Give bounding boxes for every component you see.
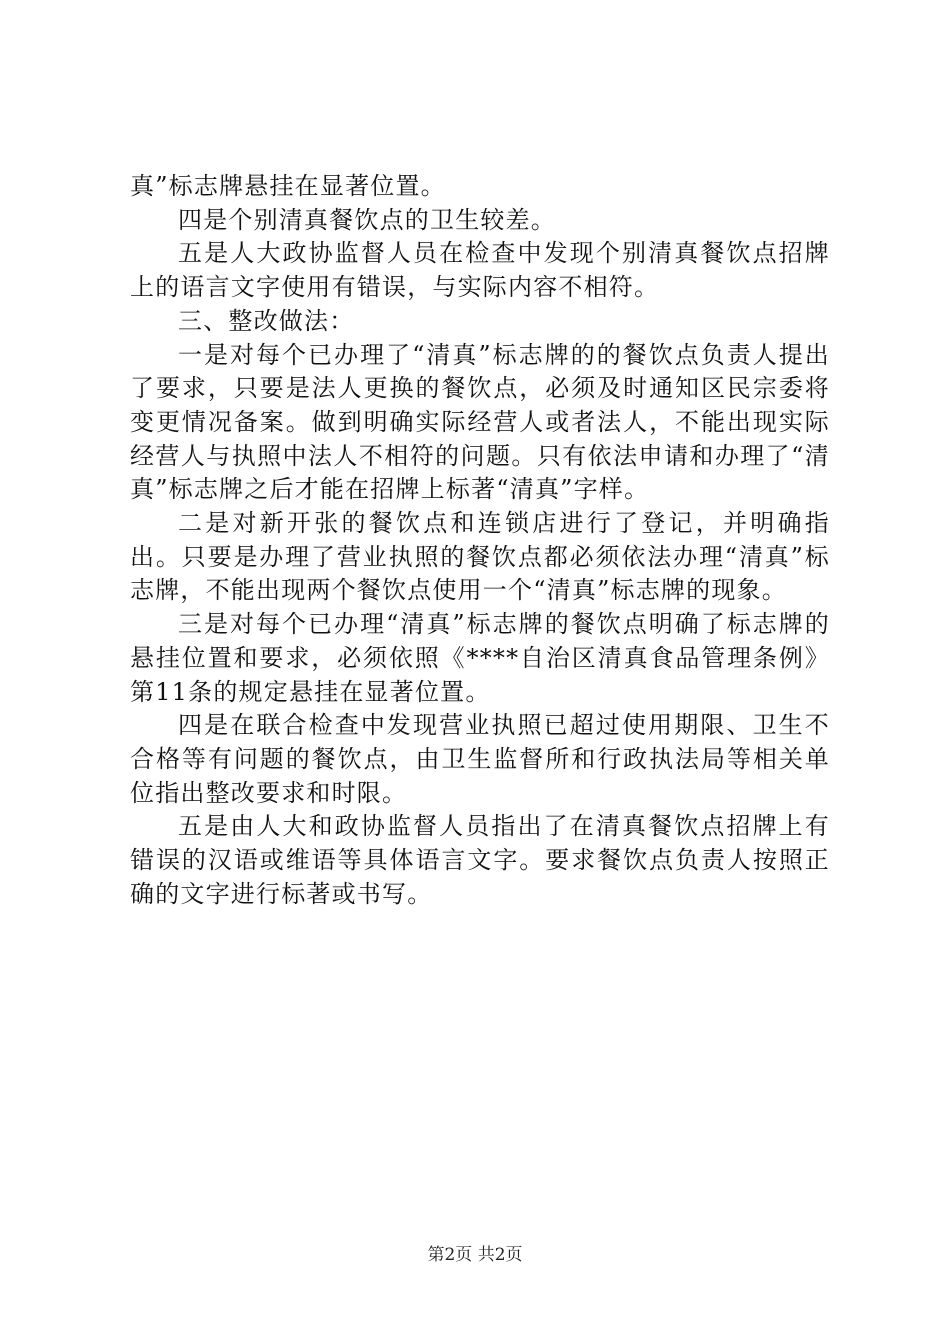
paragraph-continuation: 真”标志牌悬挂在显著位置。 bbox=[130, 172, 446, 200]
document-body bbox=[130, 170, 830, 911]
paragraph-measure-4: 四是在联合检查中发现营业执照已超过使用期限、卫生不合格等有问题的餐饮点，由卫生监督所和行政执法局等相关单位指出整改要求和时限。 bbox=[130, 711, 830, 807]
paragraph-issue-5: 五是人大政协监督人员在检查中发现个别清真餐饮点招牌上的语言文字使用有错误，与实际内容不相符。 bbox=[130, 239, 830, 302]
page-footer bbox=[0, 1244, 950, 1266]
section-heading-rectification: 三、整改做法： bbox=[178, 306, 355, 335]
paragraph-measure-1: 一是对每个已办理了“清真”标志牌的的餐饮点负责人提出了要求，只要是法人更换的餐饮点，必须及时通知区民宗委将变更情况备案。做到明确实际经营人或者法人，不能出现实际经营人与执照中法人不相符的问题。只有依法申请和办理了“清真”标志牌之后才能在招牌上标著“清真”字样。 bbox=[130, 340, 830, 504]
page-number-label: 第2页 共2页 bbox=[427, 1245, 523, 1265]
paragraph-measure-3: 三是对每个已办理“清真”标志牌的餐饮点明确了标志牌的悬挂位置和要求，必须依照《****自治区清真食品管理条例》第11条的规定悬挂在显著位置。 bbox=[130, 610, 830, 706]
paragraph-measure-5: 五是由人大和政协监督人员指出了在清真餐饮点招牌上有错误的汉语或维语等具体语言文字。要求餐饮点负责人按照正确的文字进行标著或书写。 bbox=[130, 812, 830, 908]
paragraph-measure-2: 二是对新开张的餐饮点和连锁店进行了登记，并明确指出。只要是办理了营业执照的餐饮点都必须依法办理“清真”标志牌，不能出现两个餐饮点使用一个“清真”标志牌的现象。 bbox=[130, 509, 830, 605]
paragraph-issue-4: 四是个别清真餐饮点的卫生较差。 bbox=[178, 205, 556, 234]
